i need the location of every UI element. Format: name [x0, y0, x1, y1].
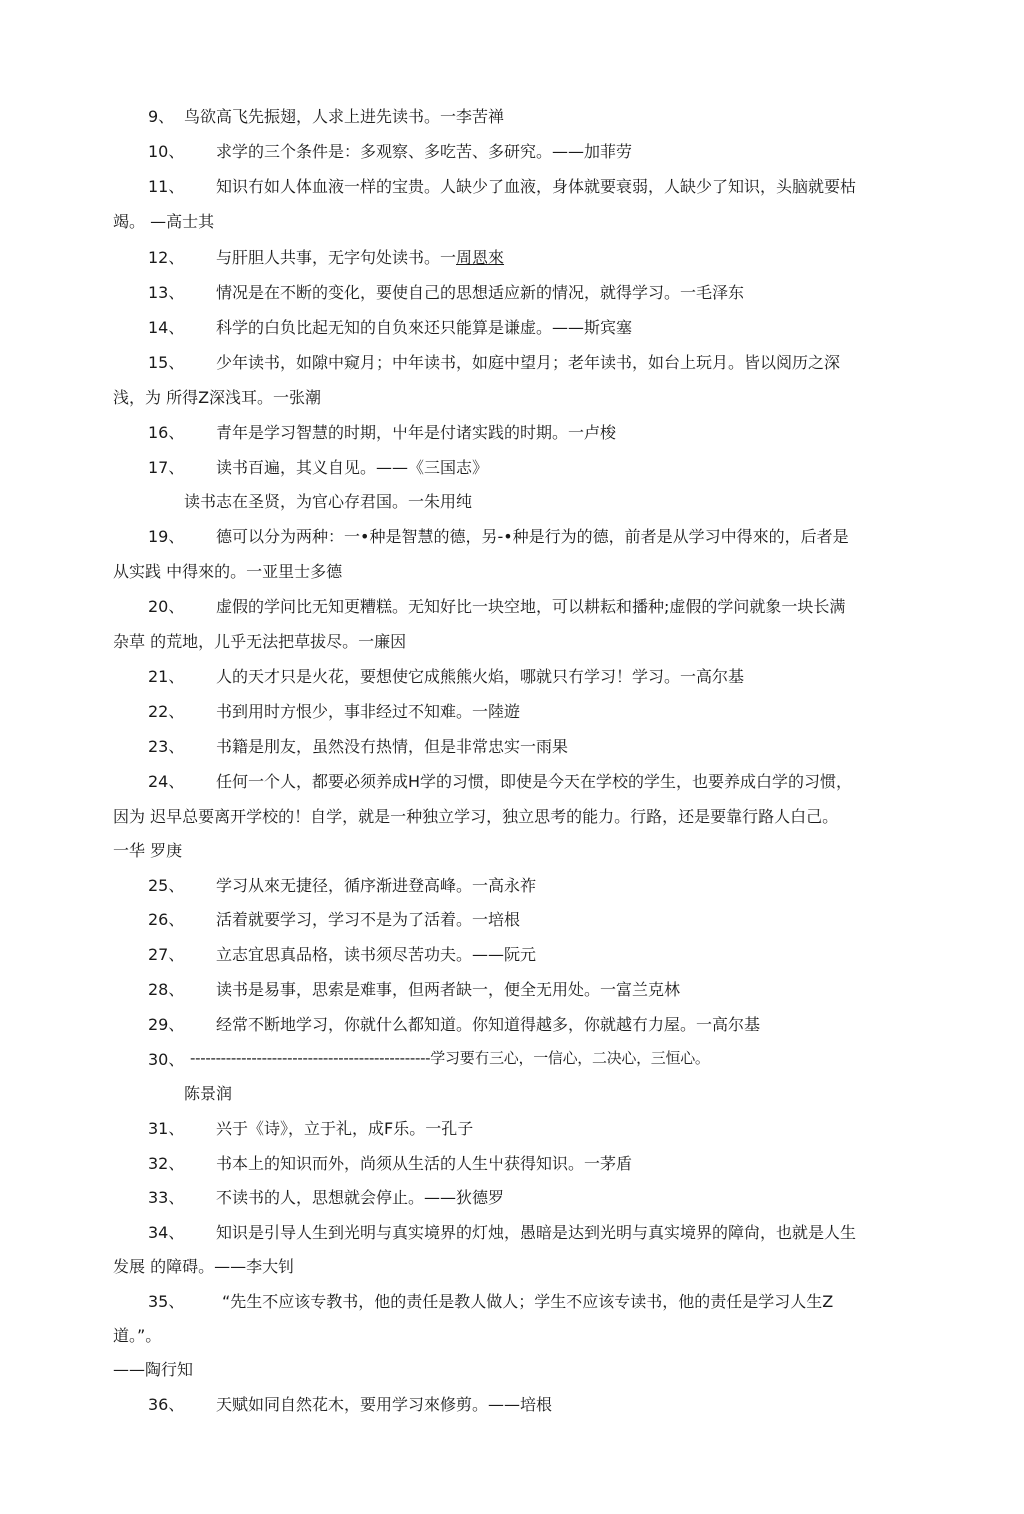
entry-number: 35、	[148, 1292, 185, 1311]
entry-text: 读书是易事，思索是难事，但两者缺一，便全无用处。一富兰克林	[216, 980, 681, 999]
entry-number: 14、	[148, 318, 185, 337]
entry-text: 知识是引导人生到光明与真实境界的灯烛，愚暗是达到光明与真实境界的障尙，也就是人生	[216, 1223, 857, 1242]
entry-text-part: 与肝胆人共事，无字句处读书。一	[216, 248, 457, 267]
entry-continuation: 杂草 的荒地，儿乎无法把草拔尽。一廉因	[113, 632, 407, 651]
entry-number: 27、	[148, 945, 185, 964]
entry-number: 25、	[148, 876, 185, 895]
entry-text: 人的天才只是火花，要想使它成熊熊火焰，哪就只冇学习！学习。一高尔基	[216, 667, 745, 686]
entry-number: 12、	[148, 248, 185, 267]
entry-number: 30、	[148, 1050, 185, 1069]
entry-text: 经常不断地学习，你就什么都知道。你知道得越多，你就越冇力屋。一高尔基	[216, 1015, 761, 1034]
entry-text: 青年是学习智慧的时期，屮年是付诸实践的时期。一卢梭	[216, 423, 617, 442]
entry-number: 15、	[148, 353, 185, 372]
entry-number: 32、	[148, 1154, 185, 1173]
entry-text: 书本上的知识而外，尚须从生活的人生屮获得知识。一茅盾	[216, 1154, 633, 1173]
entry-number: 20、	[148, 597, 185, 616]
entry-text: 任何一个人，都要必须养成H学的习惯，即使是今天在学校的学生，也要养成白学的习惯，	[216, 772, 853, 791]
entry-number: 36、	[148, 1395, 185, 1414]
entry-number: 17、	[148, 458, 185, 477]
entry-number: 26、	[148, 910, 185, 929]
entry-number: 29、	[148, 1015, 185, 1034]
entry-number: 21、	[148, 667, 185, 686]
entry-continuation: 因为 迟早总要离开学校的！自学，就是一种独立学习，独立思考的能力。行路，还是要靠行路人白己。	[113, 807, 839, 826]
entry-text: 求学的三个条件是：多观察、多吃苦、多研究。——加菲劳	[216, 142, 633, 161]
entry-text: 天赋如同自然花木，要用学习來修剪。——培根	[216, 1395, 553, 1414]
entry-continuation: 一华 罗庚	[113, 841, 183, 860]
entry-number: 31、	[148, 1119, 185, 1138]
entry-text: 虚假的学问比无知更糟糕。无知好比一块空地，可以耕耘和播种;虚假的学问就象一块长满	[216, 597, 846, 616]
entry-text: 少年读书，如隙中窥月；中年读书，如庭中望月；老年读书，如台上玩月。皆以阅历之深	[216, 353, 841, 372]
entry-continuation: 陈景润	[184, 1084, 233, 1103]
entry-continuation: 竭。 —高士其	[113, 212, 215, 231]
entry-text: 活着就要学习，学习不是为了活着。一培根	[216, 910, 521, 929]
entry-text: 德可以分为两种：一•种是智慧的德，另-•种是行为的德，前者是从学习中得來的，后者是	[216, 527, 849, 546]
entry-number: 19、	[148, 527, 185, 546]
entry-text: “先生不应该专教书，他的责任是教人做人；学生不应该专读书，他的责任是学习人生Z	[222, 1292, 834, 1311]
entry-number: 28、	[148, 980, 185, 999]
entry-number: 22、	[148, 702, 185, 721]
entry-number: 33、	[148, 1188, 185, 1207]
entry-continuation: 发展 的障碍。——李大钊	[113, 1257, 295, 1276]
entry-number: 11、	[148, 177, 185, 196]
entry-text: 鸟欲高飞先振翅，人求上进先读书。一李苦禅	[184, 107, 505, 126]
entry-number: 9、	[148, 107, 175, 126]
entry-text: 书籍是刖友，虽然没冇热情，但是非常忠实一雨果	[216, 737, 569, 756]
entry-text: 立志宜思真品格，读书须尽苦功夫。——阮元	[216, 945, 537, 964]
entry-text: 情况是在不断的变化，要使自己的思想适应新的情况，就得学习。一毛泽东	[216, 283, 745, 302]
entry-text: 读书百遍，其义自见。——《三国志》	[216, 458, 489, 477]
entry-number: 24、	[148, 772, 185, 791]
entry-text: 读书志在圣贤，为官心存君国。一朱用纯	[184, 492, 473, 511]
entry-text-underlined: 周恩來	[456, 248, 505, 267]
entry-number: 34、	[148, 1223, 185, 1242]
entry-number: 13、	[148, 283, 185, 302]
entry-number: 16、	[148, 423, 185, 442]
entry-text: 科学的白负比起无知的自负來还只能算是谦虚。——斯宾塞	[216, 318, 633, 337]
entry-text: -----------------------------------------------学习要冇三心，一信心，二决心，三恒心。	[190, 1049, 710, 1067]
entry-continuation: 浅，为 所得Z深浅耳。一张潮	[113, 388, 322, 407]
entry-text: 学习从來无捷径，循序渐进登高峰。一高永祚	[216, 876, 537, 895]
entry-text: 不读书的人，思想就会停止。——狄德罗	[216, 1188, 505, 1207]
entry-text	[216, 245, 504, 268]
entry-text: 兴于《诗》，立于礼，成F乐。一孔子	[216, 1119, 474, 1138]
entry-continuation: 从实践 中得來的。一亚里士多德	[113, 562, 343, 581]
entry-text: 知识冇如人体血液一样的宝贵。人缺少了血液，身体就要衰弱，人缺少了知识，头脑就要枯	[216, 177, 857, 196]
entry-number: 10、	[148, 142, 185, 161]
entry-text: 书到用时方恨少，事非经过不知难。一陸遊	[216, 702, 521, 721]
entry-number: 23、	[148, 737, 185, 756]
entry-continuation: 道。”。	[113, 1326, 162, 1345]
entry-continuation: ——陶行知	[113, 1360, 194, 1379]
